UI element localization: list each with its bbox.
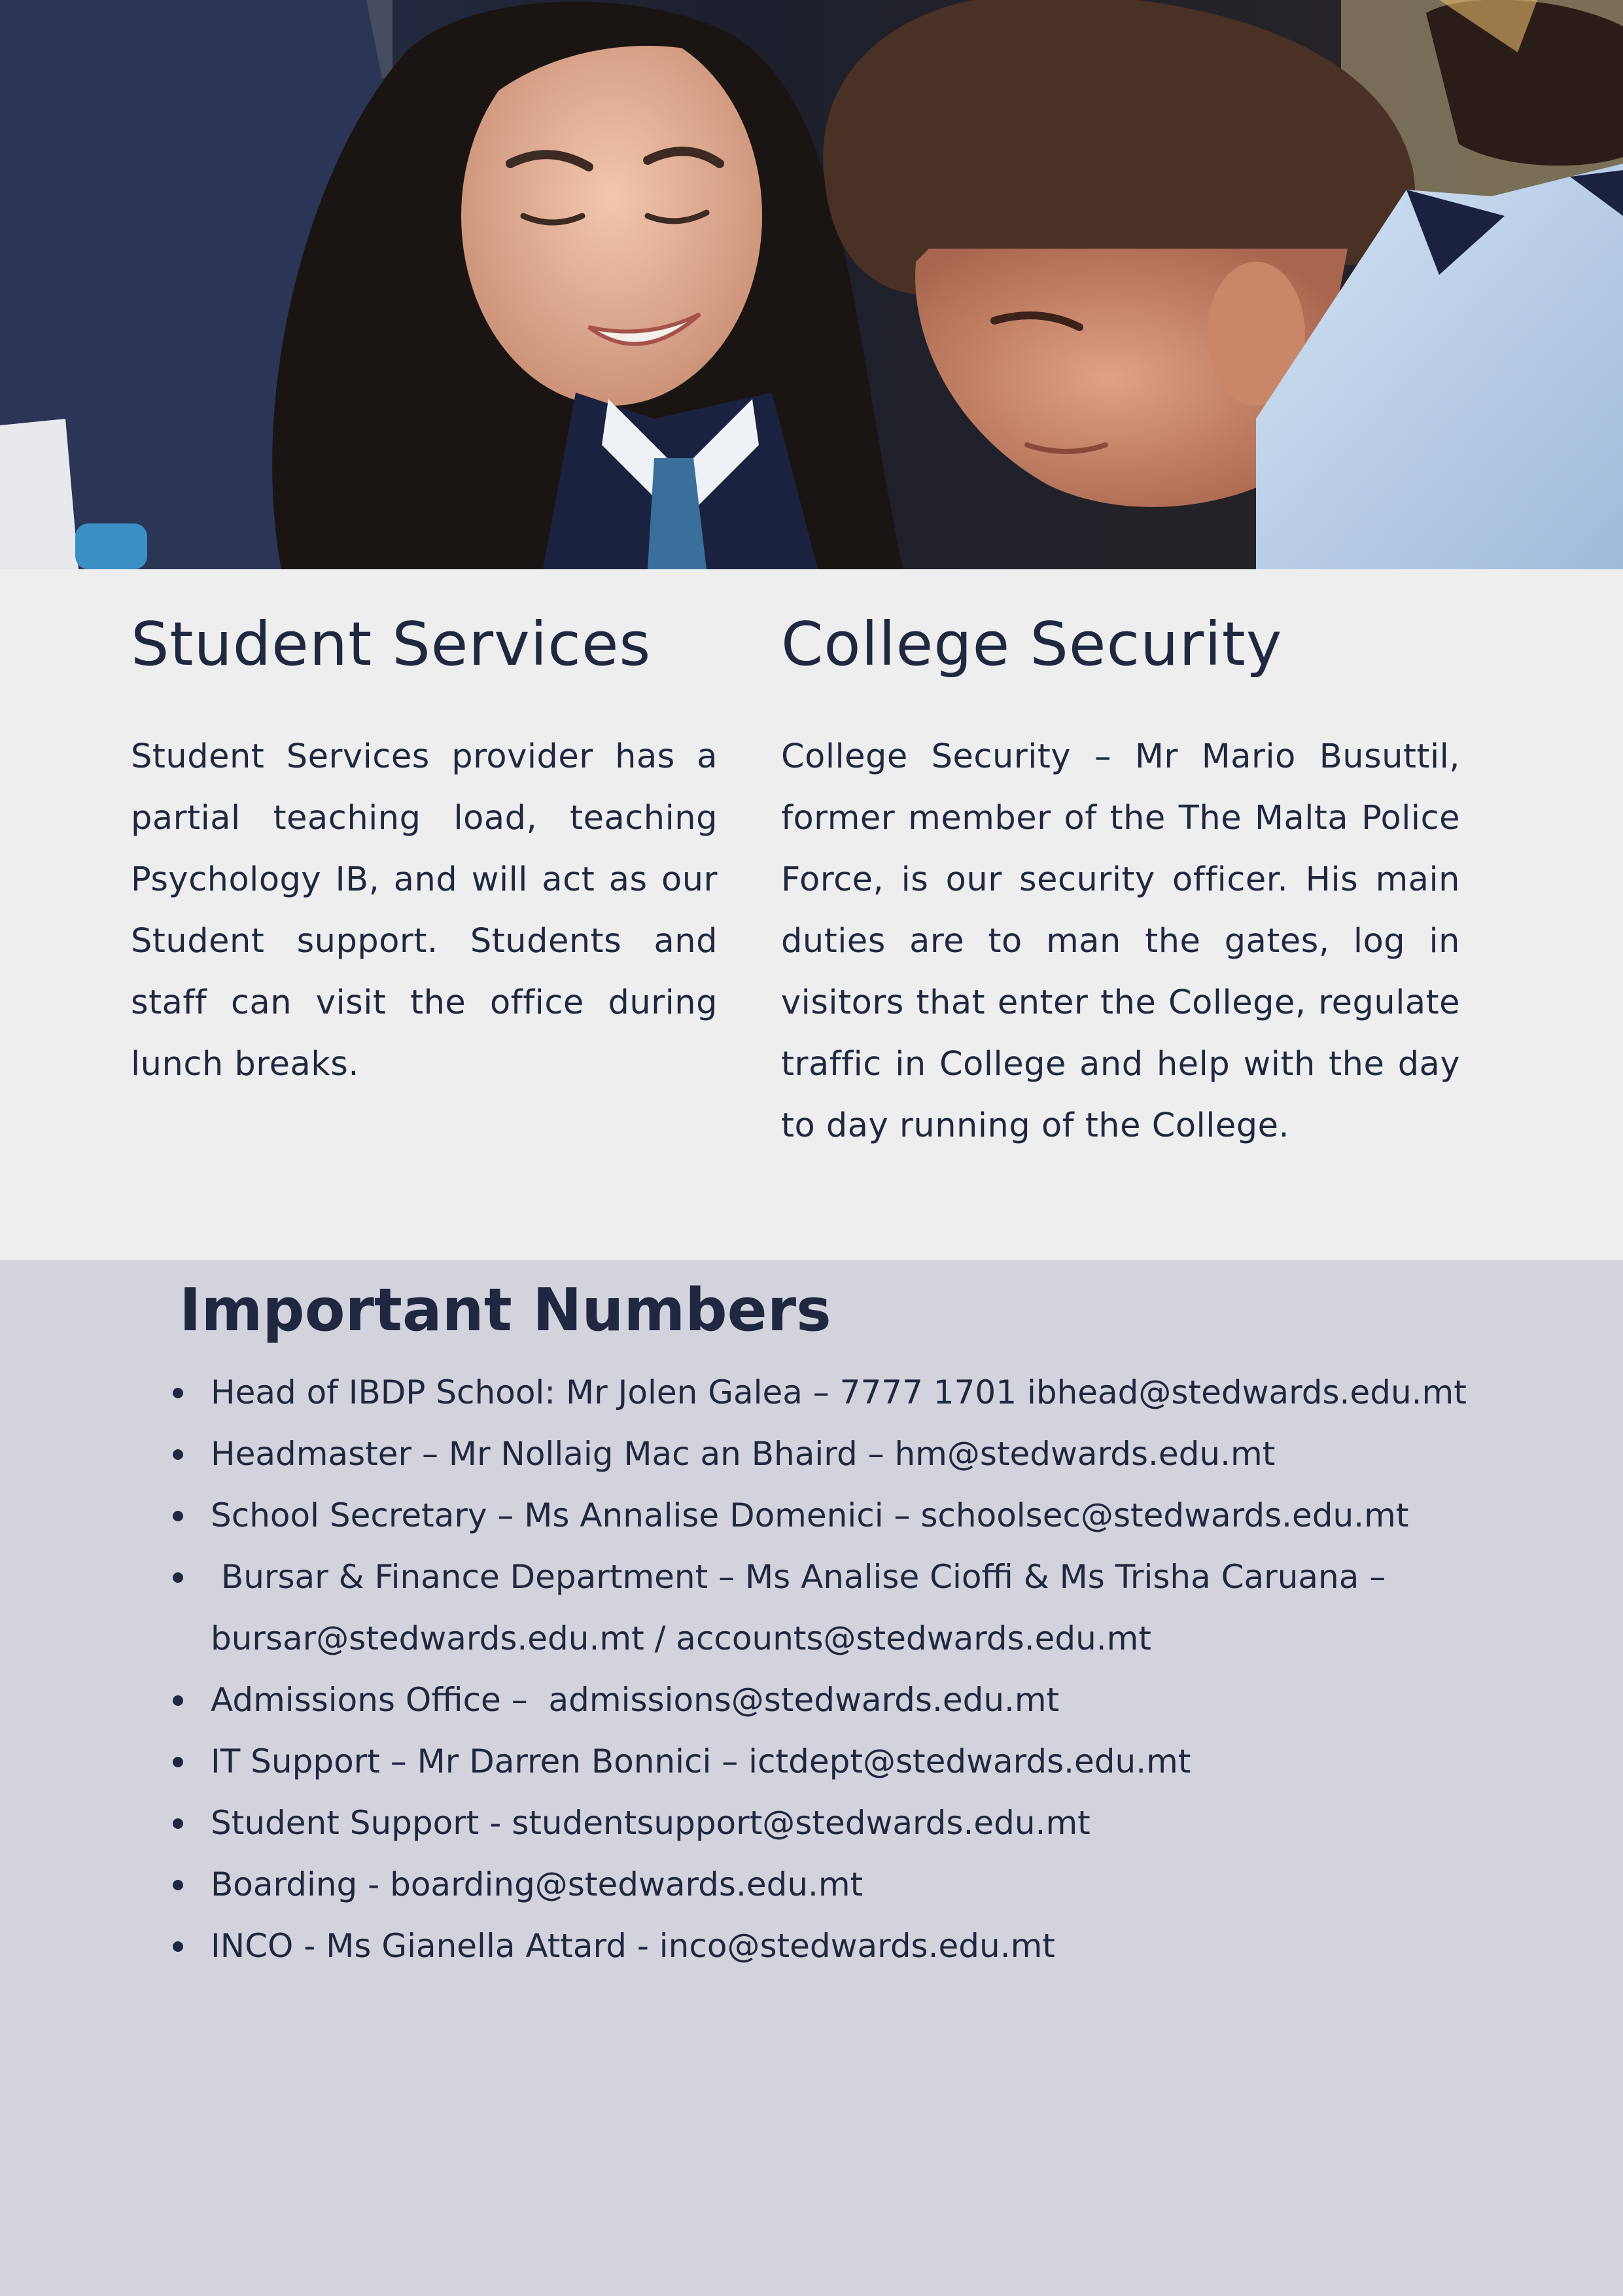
- contact-text: School Secretary – Ms Annalise Domenici – schoolsec@stedwards.edu.mt: [211, 1496, 1409, 1534]
- student-services-heading: Student Services: [131, 609, 652, 679]
- bullet-icon: [173, 1757, 183, 1767]
- contact-text: IT Support – Mr Darren Bonnici – ictdept@stedwards.edu.mt: [211, 1742, 1191, 1780]
- contact-text: Admissions Office – admissions@stedwards.edu.mt: [211, 1681, 1060, 1719]
- bullet-icon: [173, 1941, 183, 1952]
- students-photo-illustration: [0, 0, 1623, 569]
- bullet-icon: [173, 1818, 183, 1829]
- college-security-column: [781, 609, 1460, 1157]
- list-item: [0, 1669, 1570, 1731]
- list-item: [0, 1485, 1570, 1546]
- list-item: [0, 1546, 1570, 1669]
- list-item: [0, 1792, 1570, 1854]
- bullet-icon: [173, 1880, 183, 1890]
- college-security-heading: College Security: [781, 609, 1283, 679]
- list-item: [0, 1854, 1570, 1915]
- contact-text: Bursar & Finance Department – Ms Analise Cioffi & Ms Trisha Caruana –: [211, 1558, 1386, 1596]
- important-numbers-section: [0, 1260, 1623, 2296]
- important-numbers-heading: Important Numbers: [179, 1276, 831, 1345]
- contact-text: Headmaster – Mr Nollaig Mac an Bhaird – hm@stedwards.edu.mt: [211, 1435, 1276, 1473]
- college-security-body: College Security – Mr Mario Busuttil, former member of the The Malta Police Force, is our security officer. His main duties are to man the gates, log in visitors that enter the College, regulate traffic in College and help with the day to day running of the College.: [781, 737, 1460, 1145]
- contact-text: INCO - Ms Gianella Attard - inco@stedwards.edu.mt: [211, 1927, 1055, 1965]
- list-item: [0, 1423, 1570, 1485]
- bullet-icon: [173, 1572, 183, 1583]
- contact-text: Student Support - studentsupport@stedwards.edu.mt: [211, 1804, 1091, 1842]
- info-section: [0, 569, 1623, 1260]
- student-services-body: Student Services provider has a partial teaching load, teaching Psychology IB, and will act as our Student support. Students and staff can visit the office during lunch breaks.: [131, 737, 718, 1084]
- student-services-column: [131, 609, 718, 1095]
- bullet-icon: [173, 1449, 183, 1460]
- hero-photo: [0, 0, 1623, 569]
- bullet-icon: [173, 1695, 183, 1706]
- list-item: [0, 1915, 1570, 1977]
- contact-list: [0, 1362, 1570, 1977]
- contact-text-continued: bursar@stedwards.edu.mt / accounts@stedwards.edu.mt: [211, 1619, 1151, 1657]
- contact-text: Head of IBDP School: Mr Jolen Galea – 7777 1701 ibhead@stedwards.edu.mt: [211, 1373, 1467, 1411]
- list-item: [0, 1362, 1570, 1423]
- bullet-icon: [173, 1511, 183, 1521]
- list-item: [0, 1731, 1570, 1792]
- contact-text: Boarding - boarding@stedwards.edu.mt: [211, 1865, 864, 1903]
- bullet-icon: [173, 1388, 183, 1398]
